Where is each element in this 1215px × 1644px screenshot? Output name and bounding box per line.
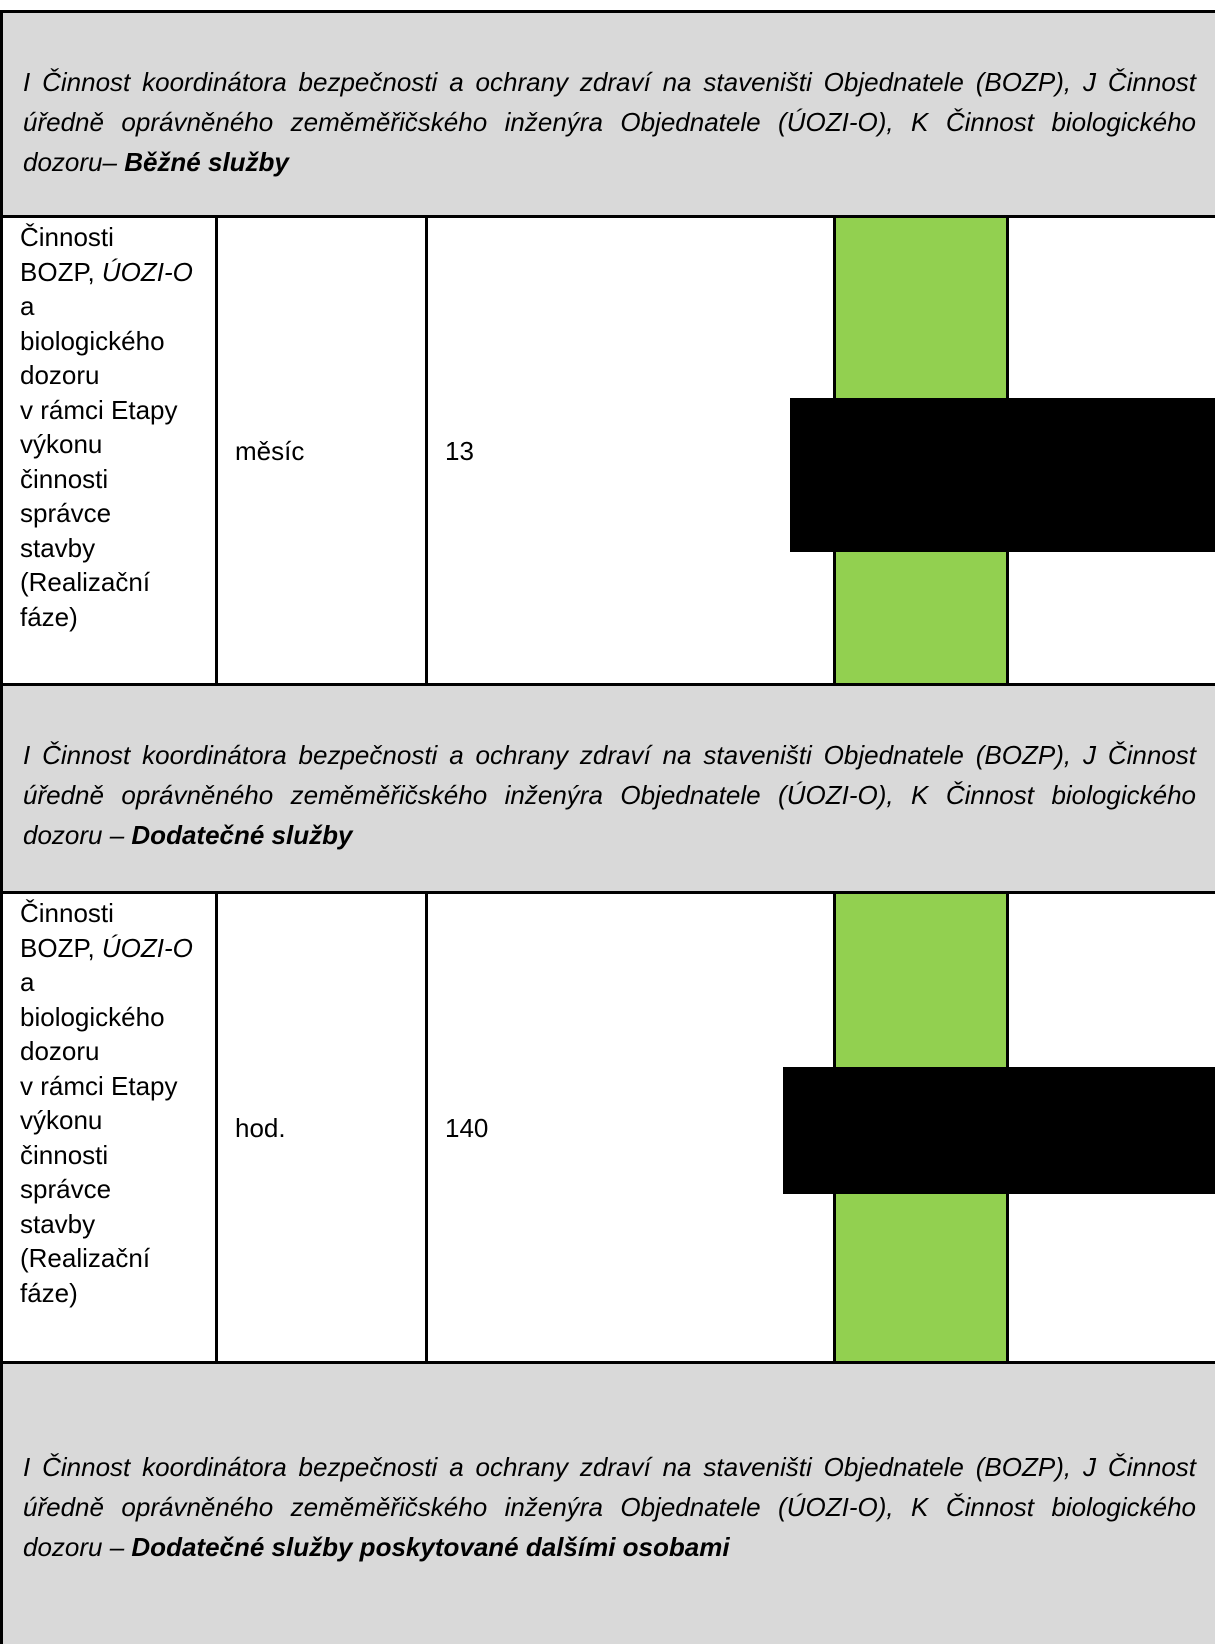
quantity-cell <box>428 894 836 1361</box>
activity-cell <box>3 894 218 1361</box>
section-header-dodatecne-sluzby <box>3 686 1215 894</box>
section-header-bezne-sluzby <box>3 13 1215 218</box>
activity-cell <box>3 218 218 683</box>
unit-value: měsíc <box>235 435 305 466</box>
section-header-dodatecne-sluzby-dalsi-osoby <box>3 1364 1215 1644</box>
quantity-cell <box>428 218 836 683</box>
activity-text-part: a biologického dozoru v rámci Etapy výkonu činnosti správce stavby (Realizační fáze) <box>20 291 178 632</box>
quantity-value: 140 <box>445 1112 489 1143</box>
activity-text <box>20 896 215 1310</box>
section-heading <box>23 735 1196 855</box>
table-row <box>3 894 1215 1364</box>
section-heading-bold: Dodatečné služby <box>131 820 353 850</box>
activity-text-italic: ÚOZI-O <box>101 256 193 287</box>
activity-text-italic: ÚOZI-O <box>101 932 193 963</box>
unit-value: hod. <box>235 1112 286 1143</box>
activity-text-part: Činnosti BOZP, <box>20 222 114 287</box>
activity-text-part: Činnosti BOZP, <box>20 898 114 963</box>
table-row <box>3 218 1215 686</box>
section-heading <box>23 1447 1196 1567</box>
activity-text <box>20 220 215 634</box>
section-heading-bold: Dodatečné služby poskytované dalšími osobami <box>131 1532 730 1562</box>
activity-text-part: a biologického dozoru v rámci Etapy výkonu činnosti správce stavby (Realizační fáze) <box>20 967 178 1308</box>
services-table <box>0 10 1215 1644</box>
unit-cell <box>218 894 428 1361</box>
redaction-block <box>783 1067 1215 1194</box>
redaction-block <box>790 398 1215 552</box>
section-heading-text: I Činnost koordinátora bezpečnosti a ochrany zdraví na staveništi Objednatele (BOZP), J Činnost úředně oprávněného zeměměřičského inženýra Objednatele (ÚOZI-O), K Činnost biologického dozoru – <box>23 740 1196 850</box>
section-heading-text: I Činnost koordinátora bezpečnosti a ochrany zdraví na staveništi Objednatele (BOZP), J Činnost úředně oprávněného zeměměřičského inženýra Objednatele (ÚOZI-O), K Činnost biologického dozoru – <box>23 1452 1196 1562</box>
quantity-value: 13 <box>445 435 474 466</box>
section-heading <box>23 62 1196 182</box>
section-heading-text: I Činnost koordinátora bezpečnosti a ochrany zdraví na staveništi Objednatele (BOZP), J Činnost úředně oprávněného zeměměřičského inženýra Objednatele (ÚOZI-O), K Činnost biologického dozoru– <box>23 67 1196 177</box>
unit-cell <box>218 218 428 683</box>
section-heading-bold: Běžné služby <box>124 147 289 177</box>
